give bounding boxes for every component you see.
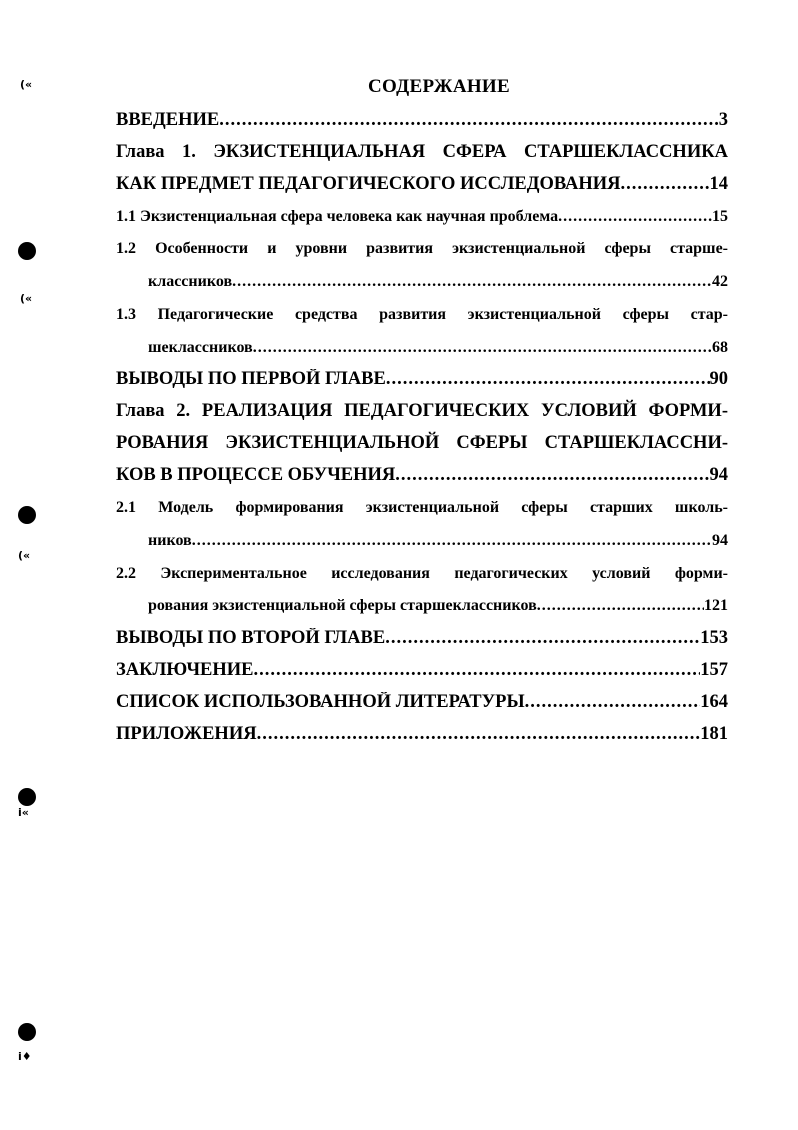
toc-entry-chapter2-line2[interactable]: РОВАНИЯ ЭКЗИСТЕНЦИАЛЬНОЙ СФЕРЫ СТАРШЕКЛАССНИ- xyxy=(116,433,728,453)
toc-entry-appendix[interactable]: ПРИЛОЖЕНИЯ ..... 181 xyxy=(116,724,728,745)
binder-hole xyxy=(18,1023,36,1041)
toc-entry-section-2-2[interactable]: рования экзистенциальной сферы старшеклассников ..... 121 xyxy=(148,597,728,615)
margin-mark: (« xyxy=(18,549,31,562)
toc-entry-chapter2[interactable]: КОВ В ПРОЦЕССЕ ОБУЧЕНИЯ ..... 94 xyxy=(116,465,728,486)
binder-hole xyxy=(18,242,36,260)
toc-entry-chapter1[interactable]: КАК ПРЕДМЕТ ПЕДАГОГИЧЕСКОГО ИССЛЕДОВАНИЯ ..... 14 xyxy=(116,174,728,195)
page-title: СОДЕРЖАНИЕ xyxy=(368,76,510,97)
toc-entry-references[interactable]: СПИСОК ИСПОЛЬЗОВАННОЙ ЛИТЕРАТУРЫ ..... 164 xyxy=(116,692,728,713)
toc-entry-section-1-2[interactable]: классников ..... 42 xyxy=(148,273,728,291)
toc-entry-conclusions-1[interactable]: ВЫВОДЫ ПО ПЕРВОЙ ГЛАВЕ ..... 90 xyxy=(116,369,728,390)
toc-entry-section-2-2-line1[interactable]: 2.2 Экспериментальное исследования педагогических условий форми- xyxy=(116,565,728,582)
binder-hole xyxy=(18,506,36,524)
margin-mark: (« xyxy=(20,78,33,91)
toc-entry-conclusions-2[interactable]: ВЫВОДЫ ПО ВТОРОЙ ГЛАВЕ ..... 153 xyxy=(116,628,728,649)
toc-entry-section-1-3-line1[interactable]: 1.3 Педагогические средства развития экзистенциальной сферы стар- xyxy=(116,306,728,323)
toc-entry-conclusion[interactable]: ЗАКЛЮЧЕНИЕ ..... 157 xyxy=(116,660,728,681)
toc-entry-section-1-2-line1[interactable]: 1.2 Особенности и уровни развития экзистенциальной сферы старше- xyxy=(116,240,728,257)
margin-mark: i« xyxy=(18,806,29,819)
toc-entry-intro[interactable]: ВВЕДЕНИЕ ..... 3 xyxy=(116,110,728,131)
toc-entry-chapter2-line1[interactable]: Глава 2. РЕАЛИЗАЦИЯ ПЕДАГОГИЧЕСКИХ УСЛОВИЙ ФОРМИ- xyxy=(116,401,728,421)
toc-entry-section-1-3[interactable]: шеклассников ..... 68 xyxy=(148,339,728,357)
margin-mark: (« xyxy=(20,292,33,305)
toc-entry-section-2-1-line1[interactable]: 2.1 Модель формирования экзистенциальной сферы старших школь- xyxy=(116,499,728,516)
binder-hole xyxy=(18,788,36,806)
toc-entry-section-2-1[interactable]: ников ..... 94 xyxy=(148,532,728,550)
margin-mark: i♦ xyxy=(18,1050,32,1063)
toc-entry-section-1-1[interactable]: 1.1 Экзистенциальная сфера человека как научная проблема ..... 15 xyxy=(116,208,728,226)
toc-entry-chapter1-line1[interactable]: Глава 1. ЭКЗИСТЕНЦИАЛЬНАЯ СФЕРА СТАРШЕКЛАССНИКА xyxy=(116,142,728,162)
